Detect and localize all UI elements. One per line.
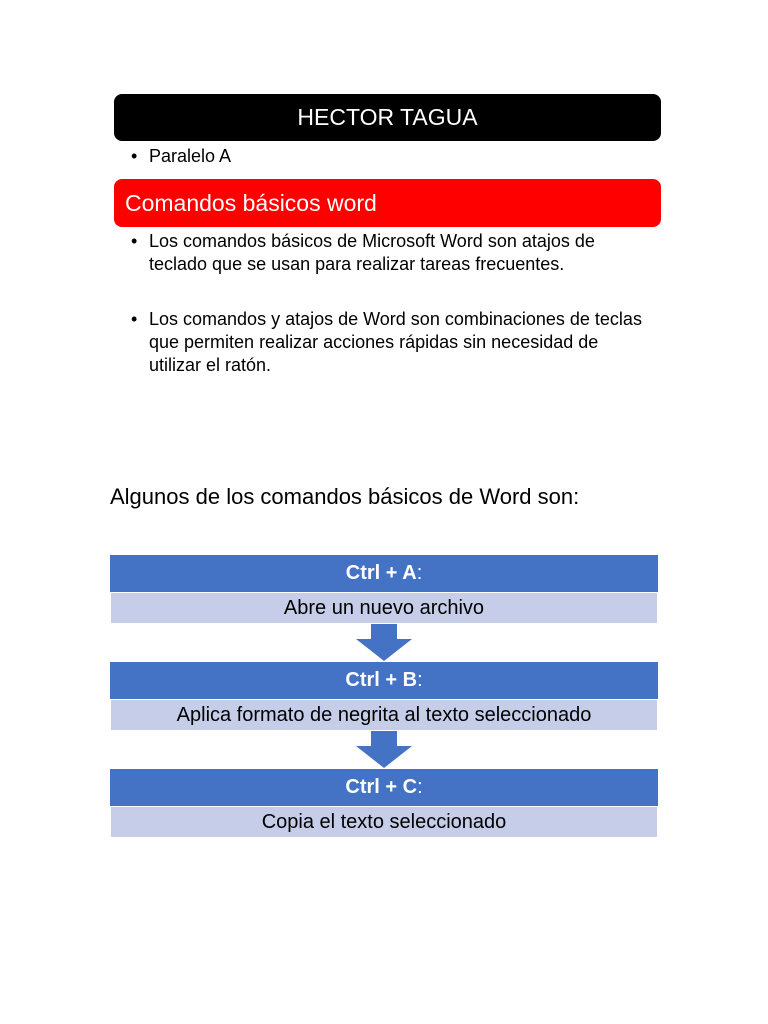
command-colon: : [416,562,423,584]
command-key: Ctrl + A [345,562,417,584]
section-title: Comandos básicos word [125,189,377,216]
author-name: HECTOR TAGUA [297,104,478,130]
command-colon: : [417,669,423,691]
command-description: Copia el texto seleccionado [110,806,658,838]
list-item: • Paralelo A [131,145,651,168]
section-banner [114,179,661,227]
command-description: Abre un nuevo archivo [110,592,658,624]
command-key-header [110,769,658,806]
command-step [110,555,658,624]
command-key-header [110,555,658,592]
command-flow [110,555,658,838]
command-step [110,662,658,731]
description-list [131,230,651,377]
command-key: Ctrl + B [345,669,418,691]
command-key: Ctrl + C [345,776,418,798]
intro-text: Algunos de los comandos básicos de Word son: [110,484,580,509]
subtitle-list [131,145,651,168]
list-item: • Los comandos básicos de Microsoft Word son atajos de teclado que se usan para realizar tareas frecuentes. [131,230,651,276]
name-banner [114,94,661,141]
command-key-header [110,662,658,699]
command-step [110,769,658,838]
arrow-down-icon [110,624,658,662]
list-item: • Los comandos y atajos de Word son combinaciones de teclas que permiten realizar acciones rápidas sin necesidad de utilizar el ratón. [131,308,651,377]
command-description: Aplica formato de negrita al texto seleccionado [110,699,658,731]
command-colon: : [417,776,423,798]
arrow-down-icon [110,731,658,769]
